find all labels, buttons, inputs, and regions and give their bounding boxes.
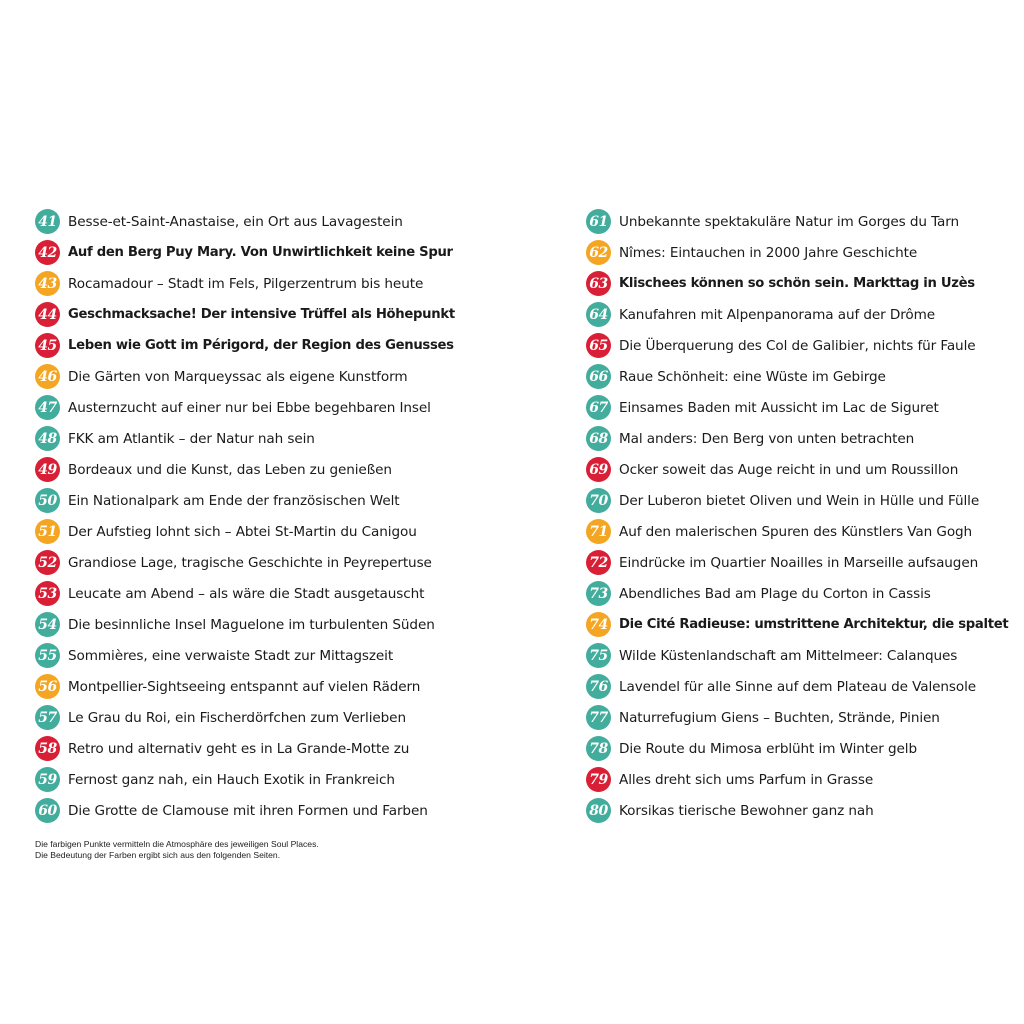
entry-title: FKK am Atlantik – der Natur nah sein [68,430,315,447]
entry-title: Leben wie Gott im Périgord, der Region des Genusses [68,338,454,353]
entry-title: Abendliches Bad am Plage du Corton in Cassis [619,585,931,602]
list-item [35,454,475,485]
entry-title: Montpellier-Sightseeing entspannt auf vielen Rädern [68,678,421,695]
entry-title: Unbekannte spektakuläre Natur im Gorges du Tarn [619,213,960,230]
list-item [35,547,475,578]
entry-title: Kanufahren mit Alpenpanorama auf der Drôme [619,306,936,323]
list-item [586,268,1024,299]
list-item [35,423,475,454]
entry-title: Le Grau du Roi, ein Fischerdörfchen zum Verlieben [68,709,406,726]
list-item [35,516,475,547]
entry-title: Auf den Berg Puy Mary. Von Unwirtlichkeit keine Spur [68,245,453,260]
entry-title: Die Gärten von Marqueyssac als eigene Kunstform [68,368,408,385]
number-badge: 74 [586,612,611,637]
entry-title: Die Grotte de Clamouse mit ihren Formen und Farben [68,802,428,819]
list-item [35,237,475,268]
number-badge: 67 [586,395,611,420]
number-badge: 76 [586,674,611,699]
list-item [586,547,1024,578]
list-item [586,640,1024,671]
number-badge: 52 [35,550,60,575]
list-item [35,795,475,826]
list-item [35,330,475,361]
footnote-line-2: Die Bedeutung der Farben ergibt sich aus den folgenden Seiten. [35,850,281,860]
entry-title: Die besinnliche Insel Maguelone im turbulenten Süden [68,616,435,633]
entry-title: Austernzucht auf einer nur bei Ebbe begehbaren Insel [68,399,431,416]
number-badge: 66 [586,364,611,389]
entry-title: Die Überquerung des Col de Galibier, nichts für Faule [619,337,976,354]
entry-title: Grandiose Lage, tragische Geschichte in Peyrepertuse [68,554,432,571]
number-badge: 77 [586,705,611,730]
entry-title: Naturrefugium Giens – Buchten, Strände, Pinien [619,709,940,726]
entry-title: Sommières, eine verwaiste Stadt zur Mittagszeit [68,647,394,664]
number-badge: 80 [586,798,611,823]
list-item [586,671,1024,702]
number-badge: 58 [35,736,60,761]
entry-title: Der Aufstieg lohnt sich – Abtei St-Martin du Canigou [68,523,417,540]
list-item [586,423,1024,454]
list-item [35,640,475,671]
number-badge: 60 [35,798,60,823]
number-badge: 49 [35,457,60,482]
list-item [586,764,1024,795]
list-item [35,485,475,516]
number-badge: 51 [35,519,60,544]
list-item [586,733,1024,764]
number-badge: 50 [35,488,60,513]
entry-title: Die Cité Radieuse: umstrittene Architektur, die spaltet [619,617,1009,632]
number-badge: 61 [586,209,611,234]
list-item [586,795,1024,826]
number-badge: 54 [35,612,60,637]
entry-title: Nîmes: Eintauchen in 2000 Jahre Geschichte [619,244,918,261]
number-badge: 71 [586,519,611,544]
entry-title: Ocker soweit das Auge reicht in und um Roussillon [619,461,959,478]
number-badge: 75 [586,643,611,668]
number-badge: 68 [586,426,611,451]
entry-title: Leucate am Abend – als wäre die Stadt ausgetauscht [68,585,425,602]
number-badge: 42 [35,240,60,265]
entry-title: Alles dreht sich ums Parfum in Grasse [619,771,874,788]
list-item [586,516,1024,547]
entry-title: Retro und alternativ geht es in La Grande-Motte zu [68,740,410,757]
list-item [586,330,1024,361]
list-item [586,578,1024,609]
list-item [35,609,475,640]
list-item [586,609,1024,640]
entry-title: Wilde Küstenlandschaft am Mittelmeer: Calanques [619,647,958,664]
number-badge: 47 [35,395,60,420]
list-item [586,361,1024,392]
entry-title: Geschmacksache! Der intensive Trüffel als Höhepunkt [68,307,455,322]
number-badge: 55 [35,643,60,668]
number-badge: 45 [35,333,60,358]
number-badge: 41 [35,209,60,234]
list-item [35,299,475,330]
left-column [35,206,475,826]
entry-title: Besse-et-Saint-Anastaise, ein Ort aus Lavagestein [68,213,403,230]
list-item [586,299,1024,330]
number-badge: 44 [35,302,60,327]
list-item [35,361,475,392]
entry-title: Bordeaux und die Kunst, das Leben zu genießen [68,461,392,478]
number-badge: 69 [586,457,611,482]
number-badge: 65 [586,333,611,358]
entry-title: Ein Nationalpark am Ende der französischen Welt [68,492,400,509]
number-badge: 79 [586,767,611,792]
entry-title: Mal anders: Den Berg von unten betrachten [619,430,915,447]
entry-title: Einsames Baden mit Aussicht im Lac de Siguret [619,399,939,416]
list-item [586,702,1024,733]
number-badge: 63 [586,271,611,296]
entry-title: Auf den malerischen Spuren des Künstlers Van Gogh [619,523,973,540]
number-badge: 46 [35,364,60,389]
number-badge: 57 [35,705,60,730]
list-item [586,237,1024,268]
number-badge: 48 [35,426,60,451]
entry-title: Klischees können so schön sein. Markttag in Uzès [619,276,975,291]
list-item [35,671,475,702]
number-badge: 59 [35,767,60,792]
entry-title: Die Route du Mimosa erblüht im Winter gelb [619,740,917,757]
list-item [35,206,475,237]
list-item [586,206,1024,237]
number-badge: 62 [586,240,611,265]
entry-title: Lavendel für alle Sinne auf dem Plateau de Valensole [619,678,977,695]
number-badge: 64 [586,302,611,327]
number-badge: 43 [35,271,60,296]
list-item [35,578,475,609]
footnote-line-1: Die farbigen Punkte vermitteln die Atmosphäre des jeweiligen Soul Places. [35,839,319,849]
right-column [586,206,1024,826]
list-item [35,764,475,795]
entry-title: Eindrücke im Quartier Noailles in Marseille aufsaugen [619,554,979,571]
list-item [35,733,475,764]
entry-title: Rocamadour – Stadt im Fels, Pilgerzentrum bis heute [68,275,424,292]
entry-title: Der Luberon bietet Oliven und Wein in Hülle und Fülle [619,492,980,509]
number-badge: 56 [35,674,60,699]
entry-title: Korsikas tierische Bewohner ganz nah [619,802,874,819]
footnote [35,839,319,861]
list-item [35,392,475,423]
number-badge: 53 [35,581,60,606]
list-item [586,485,1024,516]
list-item [586,454,1024,485]
number-badge: 72 [586,550,611,575]
entry-title: Raue Schönheit: eine Wüste im Gebirge [619,368,886,385]
list-item [35,268,475,299]
entry-title: Fernost ganz nah, ein Hauch Exotik in Frankreich [68,771,395,788]
number-badge: 73 [586,581,611,606]
number-badge: 78 [586,736,611,761]
list-item [586,392,1024,423]
number-badge: 70 [586,488,611,513]
list-item [35,702,475,733]
